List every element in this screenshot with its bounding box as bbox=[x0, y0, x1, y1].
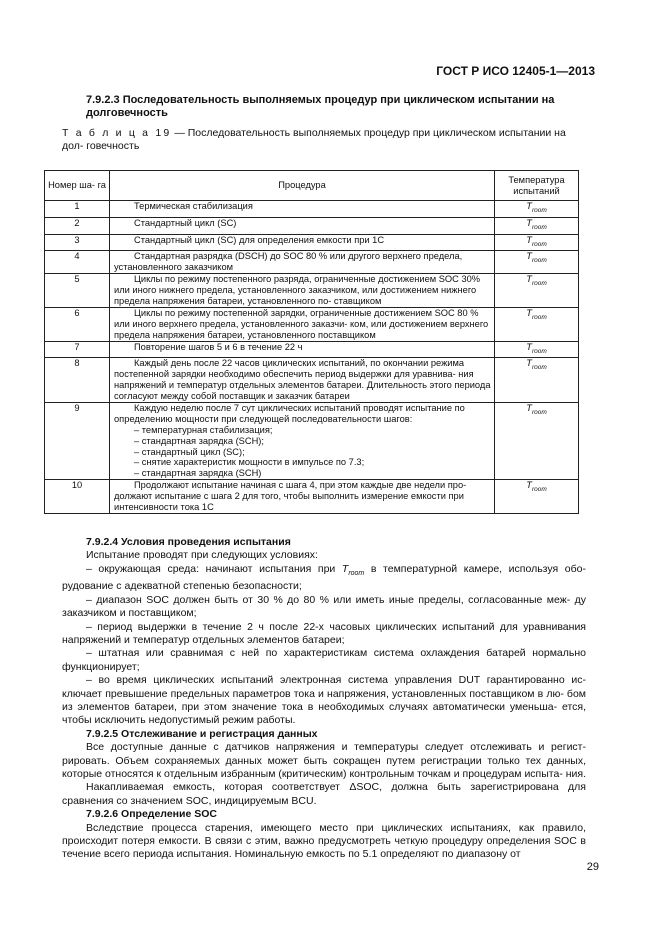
t-subscript: room bbox=[531, 206, 547, 214]
temperature-cell bbox=[495, 307, 579, 341]
temperature-cell bbox=[495, 480, 579, 514]
step-number: 3 bbox=[45, 234, 110, 251]
table-caption bbox=[62, 127, 586, 153]
temperature-cell bbox=[495, 234, 579, 251]
header-procedure: Процедура bbox=[110, 171, 495, 201]
step-number: 7 bbox=[45, 341, 110, 358]
procedure-cell bbox=[110, 480, 495, 514]
t-symbol: T bbox=[341, 562, 349, 575]
procedure-text: Стандартный цикл (SC) bbox=[134, 217, 237, 228]
step-number: 10 bbox=[45, 480, 110, 514]
header-temperature: Температура испытаний bbox=[495, 171, 579, 201]
temperature-cell bbox=[495, 251, 579, 274]
t-subscript: room bbox=[531, 257, 547, 265]
procedure-text: Термическая стабилизация bbox=[134, 201, 253, 211]
t-subscript: room bbox=[531, 240, 547, 248]
procedure-list-item: – стандартный цикл (SC); bbox=[134, 446, 245, 457]
t-symbol: T bbox=[526, 251, 532, 262]
body-text bbox=[62, 536, 586, 862]
paragraph: – период выдержки в течение 2 ч после 22-х часовых циклических испытаний для уравнивания напряжений и температур отдельных элементов батареи; bbox=[62, 620, 586, 646]
page-number: 29 bbox=[586, 861, 599, 873]
paragraph-environment bbox=[62, 563, 586, 594]
step-number: 4 bbox=[45, 251, 110, 274]
step-number: 2 bbox=[45, 217, 110, 234]
table-row bbox=[45, 402, 579, 479]
procedure-cell bbox=[110, 341, 495, 358]
temperature-cell bbox=[495, 274, 579, 308]
step-number: 6 bbox=[45, 307, 110, 341]
procedure-cell bbox=[110, 358, 495, 403]
procedure-text: Циклы по режиму постепенной зарядки, ограниченные достижением SOC 80 % или иного верхнего предела, установленного заказчи- ком, или достижением верхнего предела напряжения батареи, установленного поставщиком bbox=[114, 307, 489, 340]
t-subscript: room bbox=[531, 279, 547, 287]
paragraph: – во время циклических испытаний электронная система управления DUT гарантированно ис- ключает превышение предельных параметров тока и напряжения, установленных поставщиком в лю- бом из элементов батареи, при этом значение тока в необходимых случаях автоматически уменьша- ется, чтобы исключить недопустимый режим работы. bbox=[62, 674, 586, 727]
t-subscript: room bbox=[531, 223, 547, 231]
procedure-table bbox=[44, 170, 579, 514]
table-caption-prefix: Т а б л и ц а 19 bbox=[62, 127, 172, 139]
table-row bbox=[45, 251, 579, 274]
procedure-list-item: – стандартная зарядка (SCH) bbox=[134, 468, 262, 479]
t-symbol: T bbox=[526, 341, 532, 352]
paragraph: Накапливаемая емкость, которая соответствует ΔSOC, должна быть зарегистрирована для сравнения со значением SOC, индицируемым BCU. bbox=[62, 781, 586, 807]
paragraph-text: в температурной камере, используя обо- рудование с адекватной степенью безопасности; bbox=[62, 562, 586, 593]
table-row bbox=[45, 201, 579, 218]
procedure-cell bbox=[110, 402, 495, 479]
table-row bbox=[45, 341, 579, 358]
table-body bbox=[45, 201, 579, 514]
table-row bbox=[45, 480, 579, 514]
table-header-row bbox=[45, 171, 579, 201]
section-heading-7-9-2-5: 7.9.2.5 Отслеживание и регистрация данных bbox=[86, 727, 318, 740]
temperature-cell bbox=[495, 201, 579, 218]
t-subscript: room bbox=[531, 347, 547, 355]
procedure-text: Каждый день после 22 часов циклических испытаний, по окончании режима постепенной зарядки необходимо обеспечить период выдержки для уравнива- ния напряжений и температур отдельных элементов батареи. Длительность этого периода согласуют между собой поставщик и заказчик батареи bbox=[114, 358, 491, 402]
t-subscript: room bbox=[531, 408, 547, 416]
procedure-cell bbox=[110, 307, 495, 341]
procedure-cell bbox=[110, 217, 495, 234]
paragraph: Испытание проводят при следующих условиях: bbox=[86, 549, 318, 562]
t-subscript: room bbox=[348, 569, 365, 577]
procedure-list-item: – стандартная зарядка (SCH); bbox=[134, 435, 264, 446]
temperature-cell bbox=[495, 217, 579, 234]
t-subscript: room bbox=[531, 486, 547, 494]
paragraph-text: – окружающая среда: начинают испытания при bbox=[86, 562, 342, 575]
paragraph: Вследствие процесса старения, имеющего место при циклических испытаниях, как правило, происходит потеря емкости. В связи с этим, важно предусмотреть четкую процедуру определения SOC в течение всего периода испытания. Номинальную емкость по 5.1 определяют по диапазону от bbox=[62, 821, 586, 861]
procedure-text: Каждую неделю после 7 сут циклических испытаний проводят испытание по определению мощности при следующей последовательности шагов: bbox=[114, 402, 465, 424]
section-heading-7-9-2-4: 7.9.2.4 Условия проведения испытания bbox=[86, 536, 291, 548]
table-row bbox=[45, 274, 579, 308]
t-symbol: T bbox=[526, 274, 532, 285]
document-code: ГОСТ Р ИСО 12405-1—2013 bbox=[436, 64, 595, 78]
table-caption-text: — Последовательность выполняемых процедур при циклическом испытании на дол- говечность bbox=[62, 127, 566, 152]
table-row bbox=[45, 358, 579, 403]
procedure-text: Стандартная разрядка (DSCH) до SOC 80 % или другого верхнего предела, установленного заказчиком bbox=[114, 251, 463, 273]
procedure-list-item: – температурная стабилизация; bbox=[134, 424, 273, 435]
procedure-cell bbox=[110, 234, 495, 251]
procedure-cell bbox=[110, 274, 495, 308]
table-row bbox=[45, 217, 579, 234]
procedure-text: Стандартный цикл (SC) для определения емкости при 1C bbox=[134, 234, 385, 245]
procedure-text: Циклы по режиму постепенного разряда, ограниченные достижением SOC 30% или иного нижнего предела, установленного заказчиком, или достижением нижнего предела напряжения батареи, установленного по- ставщиком bbox=[114, 274, 481, 306]
procedure-cell bbox=[110, 201, 495, 218]
paragraph: – штатная или сравнимая с ней по характеристикам система охлаждения батарей нормально функционирует; bbox=[62, 647, 586, 673]
step-number: 5 bbox=[45, 274, 110, 308]
temperature-cell bbox=[495, 402, 579, 479]
temperature-cell bbox=[495, 358, 579, 403]
table-row bbox=[45, 307, 579, 341]
header-step-number: Номер ша- га bbox=[45, 171, 110, 201]
t-symbol: T bbox=[526, 358, 532, 369]
procedure-text: Повторение шагов 5 и 6 в течение 22 ч bbox=[134, 341, 303, 352]
step-number: 1 bbox=[45, 201, 110, 218]
t-subscript: room bbox=[531, 364, 547, 372]
step-number: 8 bbox=[45, 358, 110, 403]
procedure-text: Продолжают испытание начиная с шага 4, при этом каждые две недели про- должают испытание с шага 2 для того, чтобы выполнить измерение емкости при интенсивности тока 1C bbox=[114, 480, 467, 513]
paragraph: Все доступные данные с датчиков напряжения и температуры следует отслеживать и регист- рировать. Объем сохраняемых данных может быть сокращен путем регистрации только тех данных, которые относятся к отдельным избранным (критическим) контрольным точкам и процедурам испыта- ния. bbox=[62, 741, 587, 780]
table-row bbox=[45, 234, 579, 251]
t-room-symbol bbox=[342, 563, 364, 575]
t-subscript: room bbox=[531, 313, 547, 321]
t-symbol: T bbox=[526, 402, 532, 413]
section-heading-7-9-2-6: 7.9.2.6 Определение SOC bbox=[86, 808, 217, 821]
t-symbol: T bbox=[526, 307, 532, 318]
section-heading-7-9-2-3: 7.9.2.3 Последовательность выполняемых процедур при циклическом испытании на долговечность bbox=[86, 94, 555, 119]
t-symbol: T bbox=[526, 217, 532, 228]
paragraph: – диапазон SOC должен быть от 30 % до 80 % или иметь иные пределы, согласованные меж- ду заказчиком и поставщиком; bbox=[62, 593, 586, 620]
t-symbol: T bbox=[526, 480, 532, 491]
temperature-cell bbox=[495, 341, 579, 358]
t-symbol: T bbox=[526, 201, 532, 211]
procedure-list-item: – снятие характеристик мощности в импульсе по 7.3; bbox=[134, 457, 365, 468]
step-number: 9 bbox=[45, 402, 110, 479]
procedure-cell bbox=[110, 251, 495, 274]
t-symbol: T bbox=[526, 234, 532, 245]
